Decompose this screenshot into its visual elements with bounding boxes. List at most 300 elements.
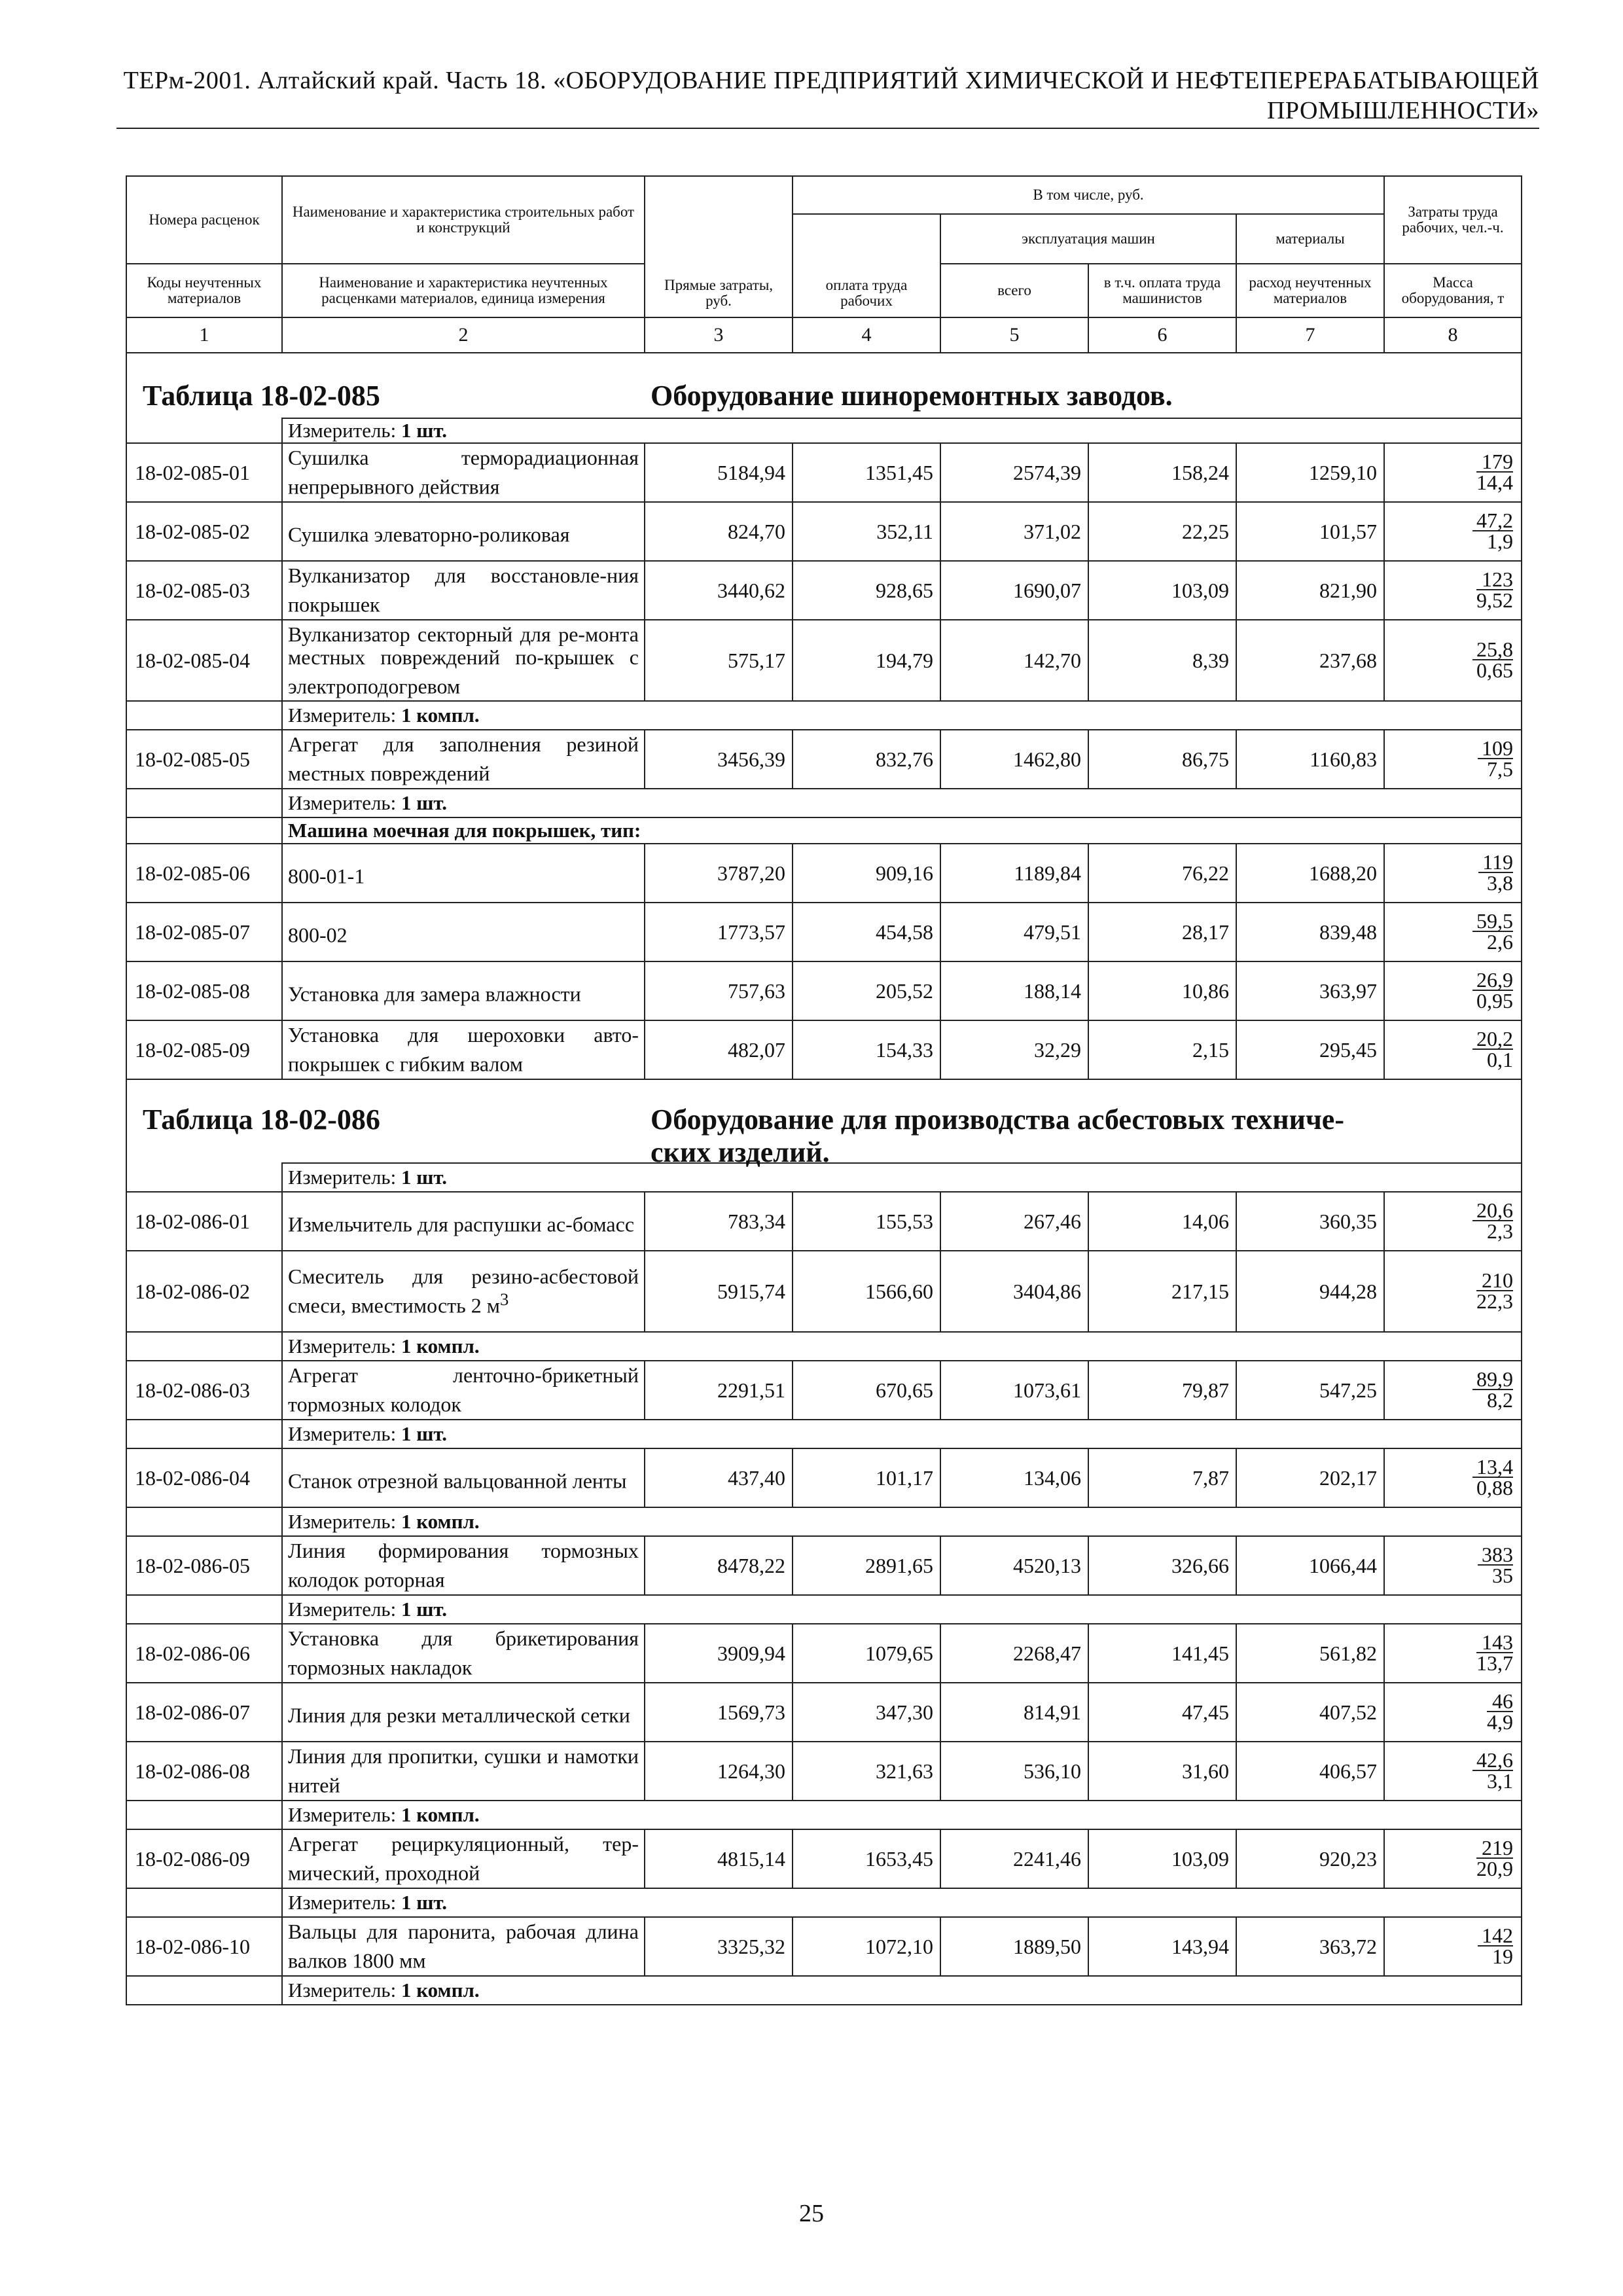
measure-label: Измеритель: 1 компл. — [282, 1801, 1522, 1829]
header-line-2: ПРОМЫШЛЕННОСТИ» — [1266, 97, 1539, 124]
machines-total: 1889,50 — [940, 1917, 1088, 1976]
measure-unit: 1 компл. — [401, 1979, 480, 2001]
direct-cost: 3909,94 — [645, 1624, 793, 1683]
labor-mass-fraction — [1384, 1829, 1522, 1888]
rate-name-text: Вулканизатор секторный для ре-монта местных повреждений по-крышек с электроподогревом — [288, 622, 639, 698]
labor-hours: 179 — [1476, 452, 1513, 473]
equipment-mass: 1,9 — [1487, 529, 1514, 553]
equipment-mass: 2,3 — [1487, 1219, 1514, 1243]
materials-cost: 406,57 — [1236, 1742, 1384, 1801]
labor-mass-fraction — [1384, 1192, 1522, 1251]
rate-code: 18-02-086-05 — [126, 1536, 282, 1595]
labor-hours: 59,5 — [1472, 911, 1513, 932]
rate-name-text: 800-02 — [288, 923, 348, 947]
direct-cost: 482,07 — [645, 1020, 793, 1079]
rate-code: 18-02-085-01 — [126, 443, 282, 502]
labor-mass-fraction — [1384, 844, 1522, 903]
labor-hours: 219 — [1476, 1838, 1513, 1859]
direct-cost: 783,34 — [645, 1192, 793, 1251]
measure-label: Измеритель: 1 компл. — [282, 1976, 1522, 2005]
rate-name — [282, 961, 645, 1020]
rate-name-text: Станок отрезной вальцованной ленты — [288, 1469, 627, 1493]
labor-hours: 46 — [1487, 1691, 1513, 1712]
measure-row — [126, 701, 1522, 730]
materials-cost: 363,72 — [1236, 1917, 1384, 1976]
machinist-pay: 103,09 — [1088, 561, 1236, 620]
labor-hours: 119 — [1478, 852, 1513, 873]
machinist-pay: 158,24 — [1088, 443, 1236, 502]
labor-mass-fraction — [1384, 1536, 1522, 1595]
machinist-pay: 103,09 — [1088, 1829, 1236, 1888]
machinist-pay: 79,87 — [1088, 1361, 1236, 1420]
machines-total: 536,10 — [940, 1742, 1088, 1801]
rate-name — [282, 1683, 645, 1742]
rate-name-text: Вулканизатор для восстановле-ния покрышек — [288, 564, 639, 617]
labor-hours: 13,4 — [1472, 1457, 1513, 1478]
measure-unit: 1 шт. — [401, 1166, 448, 1189]
rate-name — [282, 1624, 645, 1683]
equipment-mass: 20,9 — [1476, 1856, 1514, 1880]
measure-row — [126, 1332, 1522, 1361]
machines-total: 188,14 — [940, 961, 1088, 1020]
measure-unit: 1 шт. — [401, 1598, 448, 1621]
rate-code: 18-02-086-06 — [126, 1624, 282, 1683]
rate-code: 18-02-086-09 — [126, 1829, 282, 1888]
labor-hours: 25,8 — [1472, 639, 1513, 660]
machinist-pay: 14,06 — [1088, 1192, 1236, 1251]
labor-pay: 832,76 — [793, 730, 940, 789]
rate-code: 18-02-086-04 — [126, 1448, 282, 1507]
page-header — [116, 65, 1539, 126]
table-row — [126, 1020, 1522, 1079]
machinist-pay: 76,22 — [1088, 844, 1236, 903]
col-header-material-usage: расход неучтенных материалов — [1236, 264, 1384, 317]
machines-total: 814,91 — [940, 1683, 1088, 1742]
labor-pay: 101,17 — [793, 1448, 940, 1507]
subheader-label: Машина моечная для покрышек, тип: — [282, 817, 1522, 844]
materials-cost: 920,23 — [1236, 1829, 1384, 1888]
rate-name-text: Установка для замера влажности — [288, 982, 581, 1006]
machinist-pay: 10,86 — [1088, 961, 1236, 1020]
equipment-mass: 2,6 — [1487, 929, 1514, 954]
rate-name — [282, 1192, 645, 1251]
col-header-labor-cost: Затраты труда рабочих, чел.-ч. — [1384, 176, 1522, 264]
machines-total: 1690,07 — [940, 561, 1088, 620]
labor-hours: 123 — [1476, 569, 1513, 590]
machines-total: 267,46 — [940, 1192, 1088, 1251]
rate-code: 18-02-085-08 — [126, 961, 282, 1020]
page-number: 25 — [799, 2200, 824, 2227]
column-number: 4 — [793, 317, 940, 353]
rate-code: 18-02-085-02 — [126, 502, 282, 561]
table-row — [126, 1448, 1522, 1507]
direct-cost: 575,17 — [645, 620, 793, 701]
direct-cost: 1773,57 — [645, 903, 793, 961]
table-row — [126, 961, 1522, 1020]
rate-code: 18-02-086-02 — [126, 1251, 282, 1332]
rate-code: 18-02-085-06 — [126, 844, 282, 903]
section-title-row — [126, 1079, 1522, 1163]
rate-name-text: Сушилка элеваторно-роликовая — [288, 522, 570, 547]
measure-unit: 1 компл. — [401, 1335, 480, 1357]
direct-cost: 3325,32 — [645, 1917, 793, 1976]
machinist-pay: 7,87 — [1088, 1448, 1236, 1507]
measure-label: Измеритель: 1 шт. — [282, 418, 1522, 443]
direct-cost: 5184,94 — [645, 443, 793, 502]
column-number: 1 — [126, 317, 282, 353]
col-header-machines: эксплуатация машин — [940, 214, 1236, 264]
subheader-row — [126, 817, 1522, 844]
table-row — [126, 1536, 1522, 1595]
equipment-mass: 4,9 — [1487, 1710, 1514, 1734]
direct-cost: 1264,30 — [645, 1742, 793, 1801]
rate-name — [282, 1020, 645, 1079]
column-number: 3 — [645, 317, 793, 353]
materials-cost: 295,45 — [1236, 1020, 1384, 1079]
labor-pay: 1566,60 — [793, 1251, 940, 1332]
labor-mass-fraction — [1384, 903, 1522, 961]
labor-pay: 1072,10 — [793, 1917, 940, 1976]
labor-hours: 383 — [1478, 1545, 1513, 1566]
rate-name — [282, 1536, 645, 1595]
col-header-machines-total: всего — [940, 264, 1088, 317]
labor-hours: 20,2 — [1472, 1029, 1513, 1050]
labor-pay: 352,11 — [793, 502, 940, 561]
equipment-mass: 22,3 — [1476, 1289, 1514, 1313]
column-number: 2 — [282, 317, 645, 353]
measure-row — [126, 789, 1522, 817]
rate-name-text: Агрегат рециркуляционный, тер-мический, проходной — [288, 1832, 639, 1885]
materials-cost: 1160,83 — [1236, 730, 1384, 789]
rate-code: 18-02-086-03 — [126, 1361, 282, 1420]
column-number: 7 — [1236, 317, 1384, 353]
rate-code: 18-02-085-07 — [126, 903, 282, 961]
column-number: 8 — [1384, 317, 1522, 353]
measure-row — [126, 1507, 1522, 1536]
rate-name-text: Установка для шероховки авто-покрышек с гибким валом — [288, 1023, 639, 1076]
labor-hours: 142 — [1478, 1926, 1513, 1946]
labor-mass-fraction — [1384, 1742, 1522, 1801]
materials-cost: 360,35 — [1236, 1192, 1384, 1251]
section-title — [651, 1103, 1344, 1169]
measure-unit: 1 компл. — [401, 704, 480, 726]
labor-mass-fraction — [1384, 1917, 1522, 1976]
measure-row — [126, 1595, 1522, 1624]
machines-total: 32,29 — [940, 1020, 1088, 1079]
equipment-mass: 14,4 — [1476, 470, 1514, 494]
rate-name-text: Измельчитель для распушки ас-бомасс — [288, 1212, 635, 1236]
table-row — [126, 1251, 1522, 1332]
labor-mass-fraction — [1384, 1020, 1522, 1079]
labor-mass-fraction — [1384, 1361, 1522, 1420]
materials-cost: 547,25 — [1236, 1361, 1384, 1420]
section-title-line: ских изделий. — [651, 1136, 830, 1168]
col-header-machinist-pay: в т.ч. оплата труда машинистов — [1088, 264, 1236, 317]
table-row — [126, 844, 1522, 903]
measure-label: Измеритель: 1 компл. — [282, 1332, 1522, 1361]
measure-label: Измеритель: 1 шт. — [282, 1888, 1522, 1917]
table-row — [126, 730, 1522, 789]
section-title-row — [126, 353, 1522, 418]
labor-mass-fraction — [1384, 443, 1522, 502]
labor-mass-fraction — [1384, 502, 1522, 561]
labor-hours: 109 — [1478, 738, 1513, 759]
rate-code: 18-02-085-03 — [126, 561, 282, 620]
measure-unit: 1 шт. — [401, 1422, 448, 1445]
machinist-pay: 143,94 — [1088, 1917, 1236, 1976]
labor-pay: 194,79 — [793, 620, 940, 701]
machines-total: 4520,13 — [940, 1536, 1088, 1595]
labor-mass-fraction — [1384, 961, 1522, 1020]
table-row — [126, 443, 1522, 502]
labor-hours: 42,6 — [1472, 1750, 1513, 1771]
rate-name-text: Смеситель для резино-асбестовой смеси, вместимость 2 м — [288, 1265, 639, 1318]
measure-unit: 1 шт. — [401, 419, 448, 442]
labor-hours: 89,9 — [1472, 1369, 1513, 1390]
machinist-pay: 326,66 — [1088, 1536, 1236, 1595]
materials-cost: 1259,10 — [1236, 443, 1384, 502]
machines-total: 2241,46 — [940, 1829, 1088, 1888]
machinist-pay: 141,45 — [1088, 1624, 1236, 1683]
labor-mass-fraction — [1384, 1448, 1522, 1507]
materials-cost: 839,48 — [1236, 903, 1384, 961]
labor-pay: 928,65 — [793, 561, 940, 620]
rate-code: 18-02-086-10 — [126, 1917, 282, 1976]
machinist-pay: 217,15 — [1088, 1251, 1236, 1332]
rate-name-text: Линия для пропитки, сушки и намотки нитей — [288, 1744, 639, 1797]
rate-name-text: Линия для резки металлической сетки — [288, 1703, 630, 1727]
column-numbers-row — [126, 317, 1522, 353]
measure-unit: 1 компл. — [401, 1803, 480, 1826]
equipment-mass: 19 — [1492, 1944, 1514, 1968]
rate-code: 18-02-086-08 — [126, 1742, 282, 1801]
measure-label: Измеритель: 1 шт. — [282, 1595, 1522, 1624]
materials-cost: 1066,44 — [1236, 1536, 1384, 1595]
materials-cost: 363,97 — [1236, 961, 1384, 1020]
col-header-codes: Номера расценок — [126, 176, 282, 264]
machines-total: 134,06 — [940, 1448, 1088, 1507]
machines-total: 1462,80 — [940, 730, 1088, 789]
col-header-name: Наименование и характеристика строительных работ и конструкций — [282, 176, 645, 264]
machinist-pay: 22,25 — [1088, 502, 1236, 561]
labor-hours: 210 — [1476, 1270, 1513, 1291]
labor-hours: 47,2 — [1472, 511, 1513, 531]
header-rule — [116, 128, 1539, 129]
rate-name-text: Агрегат для заполнения резиной местных повреждений — [288, 732, 639, 785]
direct-cost: 2291,51 — [645, 1361, 793, 1420]
table-row — [126, 1683, 1522, 1742]
rate-name — [282, 1361, 645, 1420]
machines-total: 142,70 — [940, 620, 1088, 701]
materials-cost: 1688,20 — [1236, 844, 1384, 903]
rate-name — [282, 1742, 645, 1801]
table-row — [126, 903, 1522, 961]
direct-cost: 437,40 — [645, 1448, 793, 1507]
labor-pay: 154,33 — [793, 1020, 940, 1079]
section-label: Таблица 18-02-086 — [143, 1103, 380, 1136]
direct-cost: 8478,22 — [645, 1536, 793, 1595]
rate-name-text: Линия формирования тормозных колодок роторная — [288, 1539, 639, 1592]
rate-name — [282, 620, 645, 701]
machinist-pay: 2,15 — [1088, 1020, 1236, 1079]
machines-total: 371,02 — [940, 502, 1088, 561]
measure-unit: 1 шт. — [401, 791, 448, 814]
measure-label: Измеритель: 1 компл. — [282, 701, 1522, 730]
machines-total: 1073,61 — [940, 1361, 1088, 1420]
measure-unit: 1 компл. — [401, 1510, 480, 1533]
measure-label: Измеритель: 1 шт. — [282, 1420, 1522, 1448]
machines-total: 1189,84 — [940, 844, 1088, 903]
col-header-equipment-mass: Масса оборудования, т — [1384, 264, 1522, 317]
machinist-pay: 47,45 — [1088, 1683, 1236, 1742]
equipment-mass: 7,5 — [1487, 757, 1514, 781]
labor-pay: 205,52 — [793, 961, 940, 1020]
direct-cost: 3787,20 — [645, 844, 793, 903]
rate-name-text: Агрегат ленточно-брикетный тормозных колодок — [288, 1363, 639, 1416]
machinist-pay: 31,60 — [1088, 1742, 1236, 1801]
rate-name — [282, 1829, 645, 1888]
measure-row — [126, 1888, 1522, 1917]
materials-cost: 407,52 — [1236, 1683, 1384, 1742]
labor-pay: 155,53 — [793, 1192, 940, 1251]
labor-hours: 20,6 — [1472, 1200, 1513, 1221]
measure-row — [126, 1801, 1522, 1829]
rate-name-text: 800-01-1 — [288, 864, 365, 888]
labor-pay: 2891,65 — [793, 1536, 940, 1595]
rate-code: 18-02-086-07 — [126, 1683, 282, 1742]
section-title: Оборудование шиноремонтных заводов. — [651, 380, 1173, 412]
column-number: 6 — [1088, 317, 1236, 353]
materials-cost: 202,17 — [1236, 1448, 1384, 1507]
labor-mass-fraction — [1384, 620, 1522, 701]
equipment-mass: 13,7 — [1476, 1651, 1514, 1675]
measure-row — [126, 1976, 1522, 2005]
measure-row — [126, 418, 1522, 443]
machines-total: 2574,39 — [940, 443, 1088, 502]
direct-cost: 4815,14 — [645, 1829, 793, 1888]
labor-hours: 26,9 — [1472, 970, 1513, 991]
col-header-direct: Прямые затраты, руб. — [645, 176, 793, 317]
rate-name — [282, 561, 645, 620]
col-header-material-codes: Коды неучтенных материалов — [126, 264, 282, 317]
direct-cost: 3440,62 — [645, 561, 793, 620]
header-line-1: ТЕРм-2001. Алтайский край. Часть 18. «ОБОРУДОВАНИЕ ПРЕДПРИЯТИЙ ХИМИЧЕСКОЙ И НЕФТЕПЕРЕРАБАТЫВАЮЩЕЙ — [123, 67, 1539, 94]
equipment-mass: 0,65 — [1476, 658, 1514, 682]
rate-name — [282, 502, 645, 561]
materials-cost: 821,90 — [1236, 561, 1384, 620]
equipment-mass: 0,1 — [1487, 1047, 1514, 1071]
table-body — [126, 353, 1522, 2005]
materials-cost: 101,57 — [1236, 502, 1384, 561]
labor-pay: 1653,45 — [793, 1829, 940, 1888]
labor-pay: 321,63 — [793, 1742, 940, 1801]
rate-name — [282, 1917, 645, 1976]
rate-code: 18-02-085-05 — [126, 730, 282, 789]
direct-cost: 757,63 — [645, 961, 793, 1020]
labor-pay: 1351,45 — [793, 443, 940, 502]
col-header-materials: материалы — [1236, 214, 1384, 264]
rate-code: 18-02-085-09 — [126, 1020, 282, 1079]
rate-name — [282, 1448, 645, 1507]
rate-name — [282, 730, 645, 789]
table-row — [126, 1361, 1522, 1420]
machinist-pay: 28,17 — [1088, 903, 1236, 961]
table-head — [126, 176, 1522, 353]
labor-mass-fraction — [1384, 1251, 1522, 1332]
measure-row — [126, 1420, 1522, 1448]
equipment-mass: 8,2 — [1487, 1388, 1514, 1412]
rate-name-text: Вальцы для паронита, рабочая длина валков 1800 мм — [288, 1920, 639, 1973]
col-header-incl: В том числе, руб. — [793, 176, 1384, 214]
rate-code: 18-02-085-04 — [126, 620, 282, 701]
equipment-mass: 3,8 — [1487, 870, 1514, 895]
section-title-line: Оборудование для производства асбестовых техниче- — [651, 1103, 1344, 1136]
table-row — [126, 1192, 1522, 1251]
materials-cost: 237,68 — [1236, 620, 1384, 701]
machines-total: 2268,47 — [940, 1624, 1088, 1683]
equipment-mass: 9,52 — [1476, 588, 1514, 612]
rate-code: 18-02-086-01 — [126, 1192, 282, 1251]
labor-hours: 143 — [1476, 1632, 1513, 1653]
col-header-material-names: Наименование и характеристика неучтенных расценками материалов, единица измерения — [282, 264, 645, 317]
rate-name-text: Установка для брикетирования тормозных накладок — [288, 1626, 639, 1679]
labor-mass-fraction — [1384, 1683, 1522, 1742]
equipment-mass: 0,95 — [1476, 988, 1514, 1013]
labor-mass-fraction — [1384, 1624, 1522, 1683]
materials-cost: 561,82 — [1236, 1624, 1384, 1683]
machinist-pay: 8,39 — [1088, 620, 1236, 701]
rate-name — [282, 844, 645, 903]
measure-label: Измеритель: 1 компл. — [282, 1507, 1522, 1536]
table-row — [126, 561, 1522, 620]
labor-pay: 454,58 — [793, 903, 940, 961]
direct-cost: 1569,73 — [645, 1683, 793, 1742]
rates-table — [126, 175, 1522, 2005]
section-label: Таблица 18-02-085 — [143, 380, 380, 412]
labor-pay: 909,16 — [793, 844, 940, 903]
direct-cost: 3456,39 — [645, 730, 793, 789]
labor-pay: 1079,65 — [793, 1624, 940, 1683]
table-row — [126, 1829, 1522, 1888]
rate-name — [282, 443, 645, 502]
equipment-mass: 35 — [1492, 1563, 1514, 1587]
machines-total: 3404,86 — [940, 1251, 1088, 1332]
rate-name — [282, 903, 645, 961]
rate-name-sup: 3 — [499, 1289, 509, 1310]
labor-pay: 670,65 — [793, 1361, 940, 1420]
equipment-mass: 3,1 — [1487, 1768, 1514, 1793]
col-header-labor-pay: оплата труда рабочих — [793, 214, 940, 317]
machinist-pay: 86,75 — [1088, 730, 1236, 789]
table-row — [126, 1624, 1522, 1683]
direct-cost: 5915,74 — [645, 1251, 793, 1332]
table-row — [126, 1742, 1522, 1801]
table-row — [126, 620, 1522, 701]
table-row — [126, 1917, 1522, 1976]
labor-mass-fraction — [1384, 561, 1522, 620]
rate-name — [282, 1251, 645, 1332]
labor-mass-fraction — [1384, 730, 1522, 789]
table-row — [126, 502, 1522, 561]
direct-cost: 824,70 — [645, 502, 793, 561]
machines-total: 479,51 — [940, 903, 1088, 961]
rate-name-text: Сушилка терморадиационная непрерывного действия — [288, 446, 639, 499]
measure-unit: 1 шт. — [401, 1891, 448, 1914]
measure-label: Измеритель: 1 шт. — [282, 1163, 1522, 1192]
equipment-mass: 0,88 — [1476, 1475, 1514, 1499]
labor-pay: 347,30 — [793, 1683, 940, 1742]
materials-cost: 944,28 — [1236, 1251, 1384, 1332]
